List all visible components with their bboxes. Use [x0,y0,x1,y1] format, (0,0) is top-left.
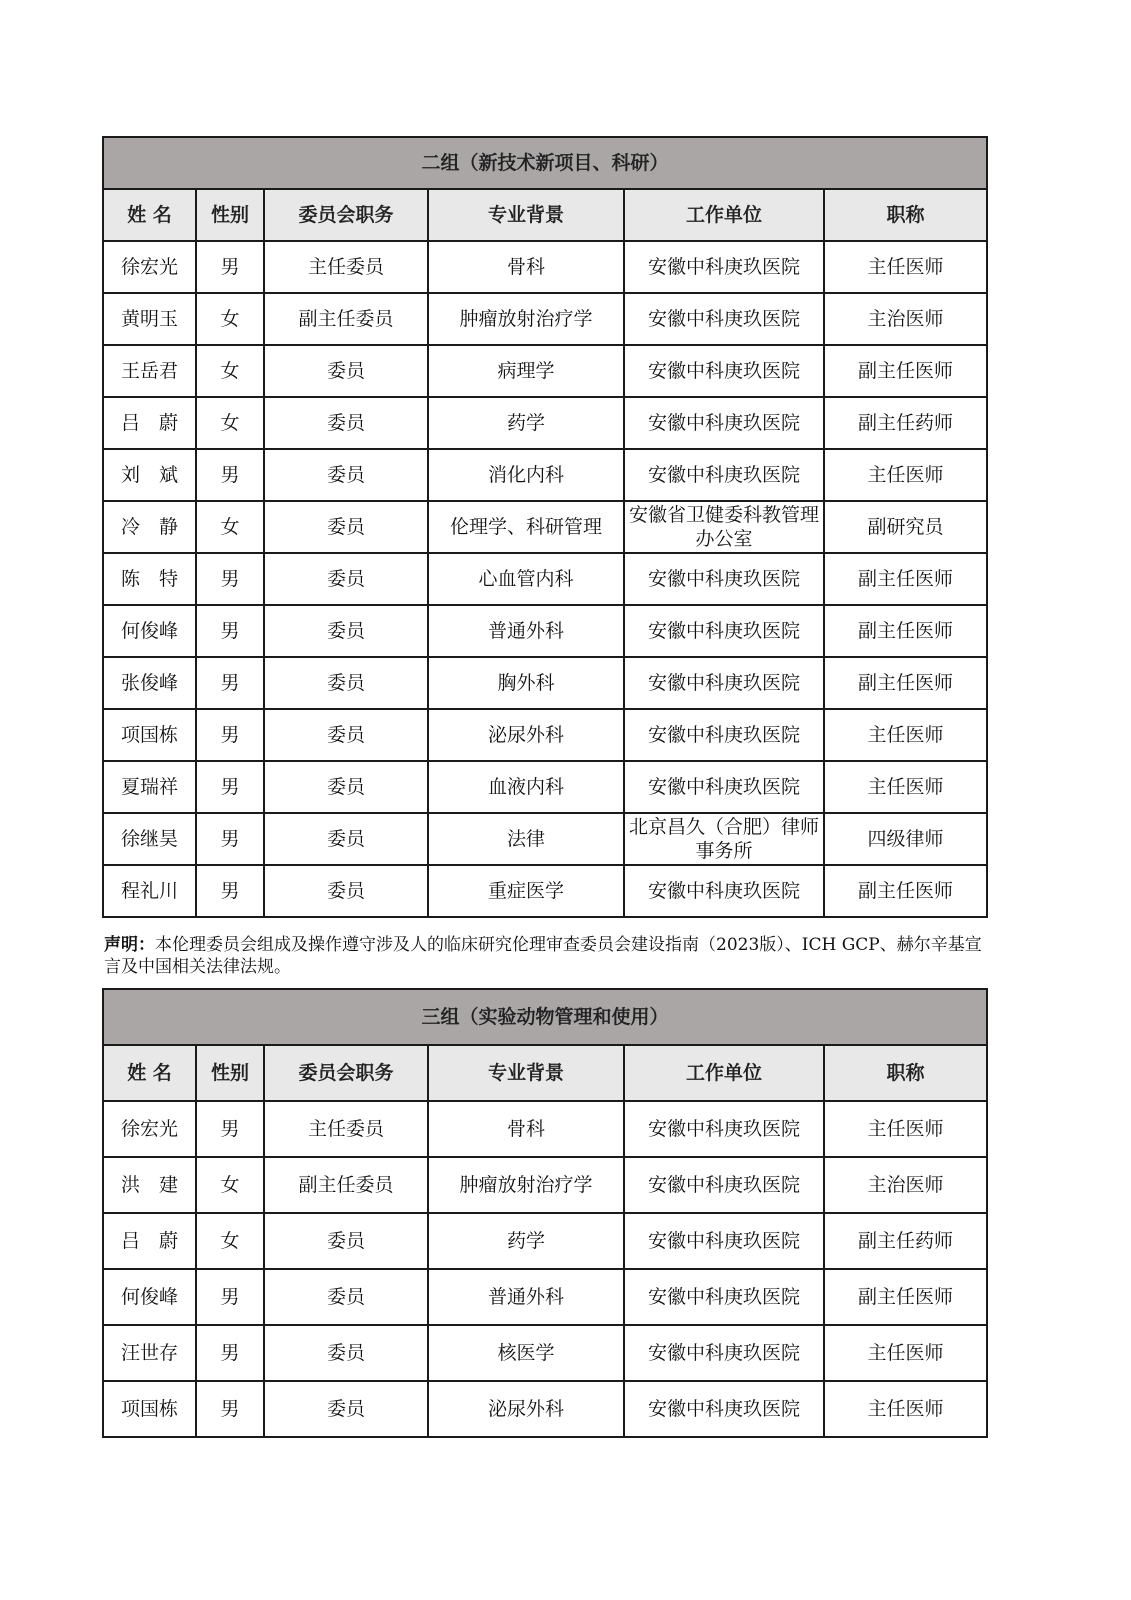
header-gender: 性别 [196,189,264,241]
cell-workplace: 安徽中科庚玖医院 [624,1101,824,1157]
cell-position: 委员 [264,1381,428,1437]
table-row [103,241,987,293]
cell-name: 何俊峰 [103,1269,196,1325]
cell-workplace: 安徽中科庚玖医院 [624,865,824,917]
cell-gender: 男 [196,709,264,761]
cell-gender: 男 [196,1325,264,1381]
group2-header-row [103,189,987,241]
cell-title: 副主任医师 [824,865,987,917]
cell-position: 委员 [264,1325,428,1381]
table-row [103,1269,987,1325]
header-gender: 性别 [196,1045,264,1101]
cell-specialty: 普通外科 [428,1269,624,1325]
cell-name: 吕 蔚 [103,1213,196,1269]
cell-workplace: 安徽中科庚玖医院 [624,241,824,293]
cell-position: 委员 [264,501,428,553]
cell-title: 副主任医师 [824,553,987,605]
cell-workplace: 安徽中科庚玖医院 [624,1269,824,1325]
group3-header-row [103,1045,987,1101]
cell-workplace: 安徽中科庚玖医院 [624,397,824,449]
cell-position: 副主任委员 [264,1157,428,1213]
table-row [103,553,987,605]
cell-specialty: 血液内科 [428,761,624,813]
table-row [103,397,987,449]
cell-specialty: 心血管内科 [428,553,624,605]
cell-position: 主任委员 [264,241,428,293]
cell-position: 委员 [264,449,428,501]
cell-workplace: 安徽中科庚玖医院 [624,293,824,345]
header-name: 姓 名 [103,189,196,241]
cell-position: 副主任委员 [264,293,428,345]
cell-name: 项国栋 [103,1381,196,1437]
table-row [103,1101,987,1157]
cell-title: 副主任医师 [824,657,987,709]
cell-name: 徐继昊 [103,813,196,865]
cell-specialty: 核医学 [428,1325,624,1381]
cell-title: 副主任医师 [824,345,987,397]
table-row [103,501,987,553]
cell-gender: 男 [196,553,264,605]
cell-workplace: 安徽中科庚玖医院 [624,709,824,761]
group2-title: 二组（新技术新项目、科研） [103,137,987,189]
cell-name: 吕 蔚 [103,397,196,449]
cell-workplace: 安徽中科庚玖医院 [624,1157,824,1213]
cell-gender: 男 [196,241,264,293]
cell-title: 主任医师 [824,241,987,293]
cell-workplace: 安徽中科庚玖医院 [624,553,824,605]
table-row [103,1381,987,1437]
cell-name: 程礼川 [103,865,196,917]
table-row [103,657,987,709]
declaration-note [104,934,984,978]
cell-workplace: 安徽中科庚玖医院 [624,605,824,657]
table-row [103,865,987,917]
cell-gender: 男 [196,449,264,501]
cell-name: 洪 建 [103,1157,196,1213]
cell-gender: 男 [196,657,264,709]
cell-specialty: 肿瘤放射治疗学 [428,1157,624,1213]
cell-workplace: 安徽中科庚玖医院 [624,1213,824,1269]
cell-position: 委员 [264,865,428,917]
cell-workplace: 北京昌久（合肥）律师事务所 [624,813,824,865]
cell-name: 张俊峰 [103,657,196,709]
cell-title: 主治医师 [824,1157,987,1213]
header-position: 委员会职务 [264,189,428,241]
cell-position: 委员 [264,397,428,449]
table-row [103,449,987,501]
cell-title: 主任医师 [824,761,987,813]
cell-workplace: 安徽中科庚玖医院 [624,761,824,813]
cell-workplace: 安徽中科庚玖医院 [624,449,824,501]
cell-name: 陈 特 [103,553,196,605]
cell-title: 副主任药师 [824,397,987,449]
table-row [103,813,987,865]
cell-specialty: 骨科 [428,1101,624,1157]
cell-specialty: 法律 [428,813,624,865]
cell-name: 汪世存 [103,1325,196,1381]
cell-workplace: 安徽中科庚玖医院 [624,657,824,709]
declaration-label: 声明： [104,935,155,955]
cell-title: 主任医师 [824,709,987,761]
table-row [103,1157,987,1213]
cell-workplace: 安徽中科庚玖医院 [624,1381,824,1437]
cell-gender: 男 [196,1101,264,1157]
cell-title: 副研究员 [824,501,987,553]
header-title: 职称 [824,189,987,241]
cell-title: 主任医师 [824,449,987,501]
cell-position: 委员 [264,345,428,397]
cell-title: 副主任医师 [824,1269,987,1325]
cell-name: 何俊峰 [103,605,196,657]
cell-specialty: 病理学 [428,345,624,397]
cell-name: 徐宏光 [103,241,196,293]
cell-workplace: 安徽中科庚玖医院 [624,345,824,397]
cell-name: 项国栋 [103,709,196,761]
header-name: 姓 名 [103,1045,196,1101]
cell-gender: 女 [196,293,264,345]
cell-gender: 女 [196,501,264,553]
cell-position: 委员 [264,605,428,657]
table-row [103,1325,987,1381]
cell-gender: 男 [196,605,264,657]
cell-position: 委员 [264,709,428,761]
cell-gender: 女 [196,1157,264,1213]
group2-table [102,136,988,918]
cell-specialty: 泌尿外科 [428,1381,624,1437]
cell-name: 刘 斌 [103,449,196,501]
table-row [103,293,987,345]
header-specialty: 专业背景 [428,189,624,241]
cell-name: 王岳君 [103,345,196,397]
table-row [103,345,987,397]
cell-specialty: 消化内科 [428,449,624,501]
cell-workplace: 安徽省卫健委科教管理办公室 [624,501,824,553]
table-row [103,605,987,657]
cell-gender: 男 [196,1381,264,1437]
declaration-text: 本伦理委员会组成及操作遵守涉及人的临床研究伦理审查委员会建设指南（2023版）、ICH GCP、赫尔辛基宣言及中国相关法律法规。 [104,935,982,977]
table-row [103,761,987,813]
cell-specialty: 药学 [428,1213,624,1269]
header-workplace: 工作单位 [624,1045,824,1101]
header-specialty: 专业背景 [428,1045,624,1101]
cell-gender: 女 [196,397,264,449]
header-workplace: 工作单位 [624,189,824,241]
cell-name: 夏瑞祥 [103,761,196,813]
cell-gender: 男 [196,761,264,813]
cell-position: 委员 [264,553,428,605]
cell-name: 冷 静 [103,501,196,553]
cell-workplace: 安徽中科庚玖医院 [624,1325,824,1381]
cell-name: 徐宏光 [103,1101,196,1157]
cell-specialty: 普通外科 [428,605,624,657]
cell-title: 主任医师 [824,1381,987,1437]
table-row [103,1213,987,1269]
cell-gender: 女 [196,1213,264,1269]
table-row [103,709,987,761]
cell-position: 委员 [264,657,428,709]
cell-specialty: 伦理学、科研管理 [428,501,624,553]
header-title: 职称 [824,1045,987,1101]
cell-position: 委员 [264,813,428,865]
cell-specialty: 骨科 [428,241,624,293]
cell-title: 主任医师 [824,1101,987,1157]
cell-position: 委员 [264,1269,428,1325]
cell-position: 委员 [264,761,428,813]
group3-table [102,988,988,1438]
cell-specialty: 重症医学 [428,865,624,917]
cell-specialty: 药学 [428,397,624,449]
cell-title: 副主任医师 [824,605,987,657]
group3-title: 三组（实验动物管理和使用） [103,989,987,1045]
cell-specialty: 泌尿外科 [428,709,624,761]
cell-specialty: 肿瘤放射治疗学 [428,293,624,345]
cell-gender: 女 [196,345,264,397]
cell-title: 副主任药师 [824,1213,987,1269]
cell-gender: 男 [196,813,264,865]
cell-title: 主治医师 [824,293,987,345]
cell-gender: 男 [196,1269,264,1325]
cell-position: 委员 [264,1213,428,1269]
cell-gender: 男 [196,865,264,917]
cell-title: 主任医师 [824,1325,987,1381]
header-position: 委员会职务 [264,1045,428,1101]
cell-name: 黄明玉 [103,293,196,345]
cell-specialty: 胸外科 [428,657,624,709]
cell-position: 主任委员 [264,1101,428,1157]
cell-title: 四级律师 [824,813,987,865]
